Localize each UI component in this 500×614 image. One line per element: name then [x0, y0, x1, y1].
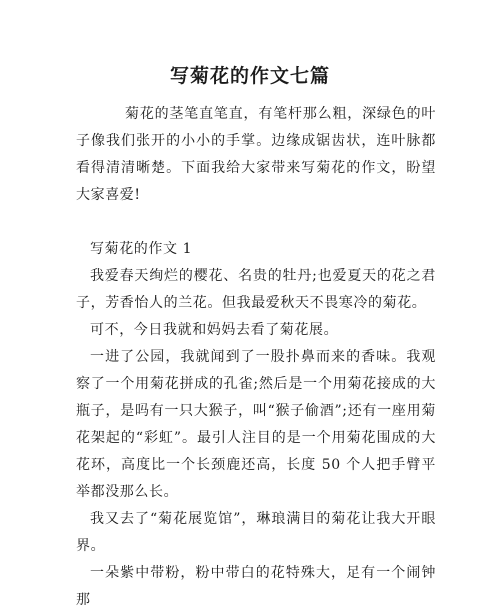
intro-paragraph: 菊花的茎笔直笔直，有笔杆那么粗，深绿色的叶子像我们张开的小小的手掌。边缘成锯齿状，连叶脉都看得清清晰楚。下面我给大家带来写菊花的作文，盼望大家喜爱! [76, 106, 436, 203]
paragraph: 我又去了“菊花展览馆”，琳琅满目的菊花让我大开眼界。 [76, 511, 436, 554]
paragraph: 我爱春天绚烂的樱花、名贵的牡丹;也爱夏天的花之君子，芳香怡人的兰花。但我最爱秋天不畏寒冷的菊花。 [76, 268, 436, 311]
article-body [76, 101, 436, 614]
paragraph: 一朵紫中带粉，粉中带白的花特殊大，足有一个闹钟那 [76, 565, 436, 608]
paragraph: 一进了公园，我就闻到了一股扑鼻而来的香味。我观察了一个用菊花拼成的孔雀;然后是一个用菊花接成的大瓶子，是吗有一只大猴子，叫“猴子偷酒”;还有一座用菊花架起的“彩虹”。最引人注目的是一个用菊花围成的大花环，高度比一个长颈鹿还高，长度 50 个人把手臂平举都没那么长。 [76, 349, 436, 500]
section-heading: 写菊花的作文 1 [90, 241, 193, 257]
paragraph: 可不，今日我就和妈妈去看了菊花展。 [90, 322, 339, 338]
page-title: 写菊花的作文七篇 [169, 65, 330, 87]
